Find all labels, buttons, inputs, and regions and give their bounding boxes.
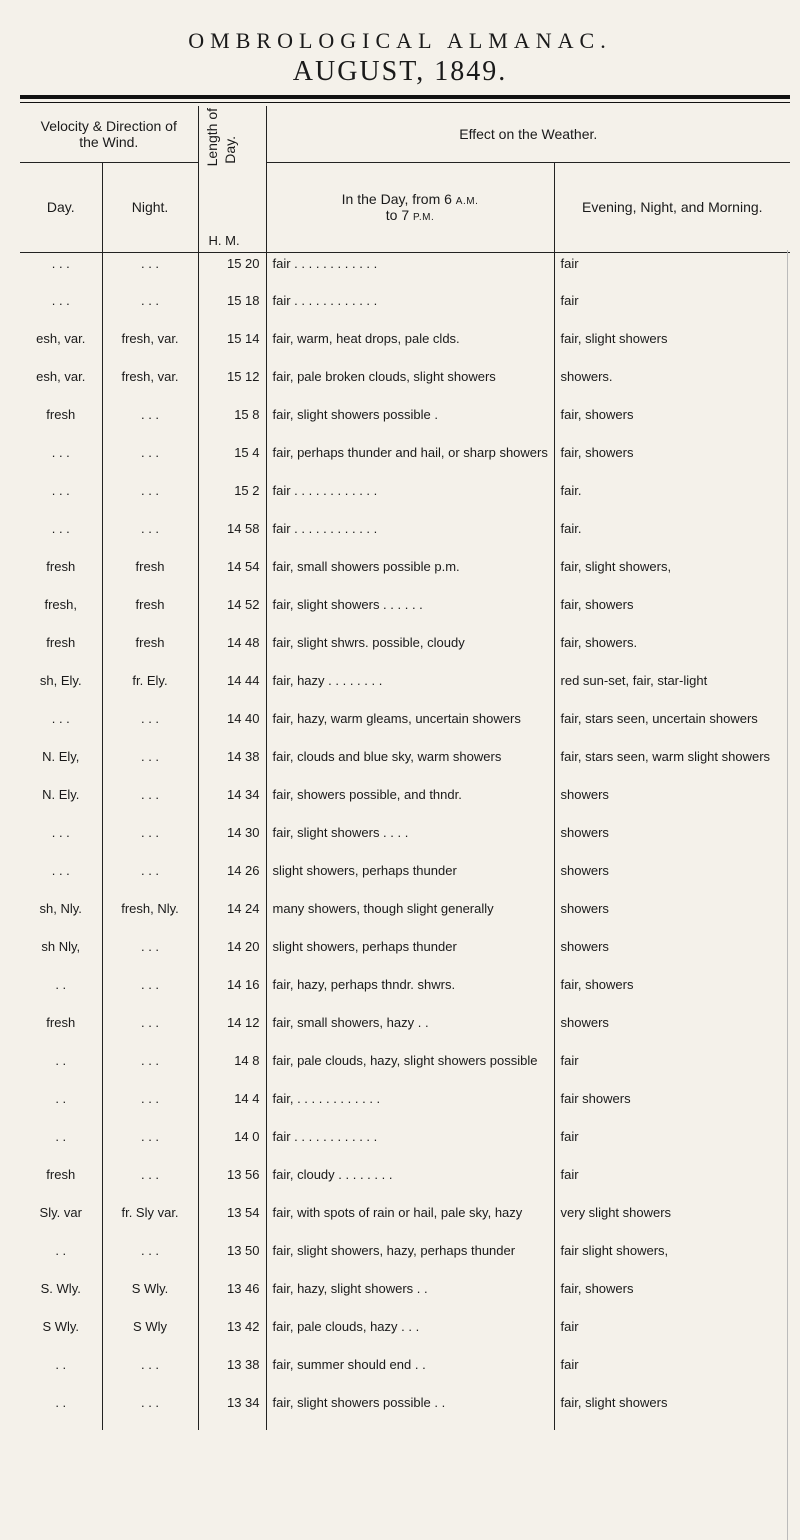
evening-weather-cell: fair bbox=[554, 1050, 790, 1088]
evening-weather-cell: fair, showers bbox=[554, 404, 790, 442]
page-title: OMBROLOGICAL ALMANAC. bbox=[188, 28, 612, 53]
wind-day-cell: . . bbox=[55, 1129, 67, 1144]
day-weather-cell: fair, showers possible, and thndr. bbox=[266, 784, 554, 822]
length-of-day-cell: 13 46 bbox=[198, 1278, 266, 1316]
day-weather-cell: fair, slight showers, hazy, perhaps thunder bbox=[266, 1240, 554, 1278]
length-of-day-cell: 15 4 bbox=[198, 442, 266, 480]
wind-day-cell: N. Ely. bbox=[42, 787, 80, 802]
evening-weather-cell: fair bbox=[554, 1354, 790, 1392]
table-row bbox=[20, 442, 790, 480]
day-weather-cell: fair, slight showers . . . . . . bbox=[266, 594, 554, 632]
to-7-label: to 7 bbox=[385, 207, 410, 223]
wind-day-cell: sh Nly, bbox=[41, 939, 81, 954]
evening-weather-cell: fair, showers bbox=[554, 442, 790, 480]
day-weather-cell: fair, slight showers possible . bbox=[266, 404, 554, 442]
length-of-day-cell: 14 54 bbox=[198, 556, 266, 594]
wind-night-cell: . . . bbox=[102, 252, 198, 290]
evening-weather-cell: fair bbox=[554, 1164, 790, 1202]
wind-day-cell: fresh bbox=[46, 1015, 76, 1030]
wind-night-cell: . . . bbox=[102, 860, 198, 898]
wind-day-cell: . . . bbox=[51, 863, 70, 878]
wind-night-cell: . . . bbox=[102, 404, 198, 442]
table-row bbox=[20, 518, 790, 556]
table-row bbox=[20, 936, 790, 974]
day-weather-cell: fair, slight showers possible . . bbox=[266, 1392, 554, 1430]
table-row bbox=[20, 822, 790, 860]
length-of-day-cell: 13 38 bbox=[198, 1354, 266, 1392]
table-row bbox=[20, 404, 790, 442]
am-label: A.M. bbox=[455, 196, 479, 207]
evening-weather-cell: showers bbox=[554, 898, 790, 936]
day-weather-cell: fair, cloudy . . . . . . . . bbox=[266, 1164, 554, 1202]
evening-header: Evening, Night, and Morning. bbox=[554, 162, 790, 252]
length-label: Length of bbox=[203, 108, 220, 167]
length-of-day-cell: 14 40 bbox=[198, 708, 266, 746]
length-of-day-cell: 14 26 bbox=[198, 860, 266, 898]
table-row bbox=[20, 480, 790, 518]
table-row bbox=[20, 1354, 790, 1392]
table-row bbox=[20, 632, 790, 670]
day-weather-cell: fair . . . . . . . . . . . . bbox=[266, 1126, 554, 1164]
wind-night-cell: . . . bbox=[102, 1392, 198, 1430]
day-label: Day. bbox=[221, 136, 238, 164]
evening-weather-cell: fair, slight showers bbox=[554, 328, 790, 366]
table-row bbox=[20, 1278, 790, 1316]
evening-weather-cell: fair bbox=[554, 252, 790, 290]
length-of-day-cell: 14 52 bbox=[198, 594, 266, 632]
day-weather-cell: fair, small showers possible p.m. bbox=[266, 556, 554, 594]
wind-night-cell: . . . bbox=[102, 1126, 198, 1164]
day-weather-cell: fair, perhaps thunder and hail, or sharp showers bbox=[266, 442, 554, 480]
evening-weather-cell: fair slight showers, bbox=[554, 1240, 790, 1278]
day-weather-cell: many showers, though slight generally bbox=[266, 898, 554, 936]
wind-night-cell: fresh, var. bbox=[102, 328, 198, 366]
effect-group-header: Effect on the Weather. bbox=[266, 106, 790, 162]
table-body bbox=[20, 252, 790, 1430]
evening-weather-cell: fair bbox=[554, 1126, 790, 1164]
wind-night-cell: . . . bbox=[102, 1164, 198, 1202]
length-of-day-cell: 14 44 bbox=[198, 670, 266, 708]
day-weather-cell: fair, . . . . . . . . . . . . bbox=[266, 1088, 554, 1126]
page-subtitle: AUGUST, 1849. bbox=[292, 56, 508, 87]
heavy-rule bbox=[20, 95, 790, 99]
length-of-day-cell: 14 58 bbox=[198, 518, 266, 556]
evening-weather-cell: showers bbox=[554, 1012, 790, 1050]
day-weather-cell: fair, clouds and blue sky, warm showers bbox=[266, 746, 554, 784]
day-weather-cell: fair, summer should end . . bbox=[266, 1354, 554, 1392]
day-weather-cell: fair, warm, heat drops, pale clds. bbox=[266, 328, 554, 366]
wind-night-cell: fr. Sly var. bbox=[102, 1202, 198, 1240]
wind-night-cell: fresh, var. bbox=[102, 366, 198, 404]
evening-weather-cell: fair, stars seen, uncertain showers bbox=[554, 708, 790, 746]
table-row bbox=[20, 784, 790, 822]
evening-weather-cell: fair bbox=[554, 1316, 790, 1354]
day-weather-cell: fair, hazy, perhaps thndr. shwrs. bbox=[266, 974, 554, 1012]
length-of-day-cell: 14 4 bbox=[198, 1088, 266, 1126]
evening-weather-cell: fair, showers bbox=[554, 594, 790, 632]
wind-day-cell: fresh, bbox=[44, 597, 77, 612]
table-row bbox=[20, 1164, 790, 1202]
wind-night-cell: . . . bbox=[102, 1050, 198, 1088]
length-of-day-cell: 13 56 bbox=[198, 1164, 266, 1202]
table-row bbox=[20, 1202, 790, 1240]
wind-night-cell: . . . bbox=[102, 822, 198, 860]
length-of-day-cell: 13 54 bbox=[198, 1202, 266, 1240]
wind-night-cell: . . . bbox=[102, 708, 198, 746]
length-of-day-cell: 14 34 bbox=[198, 784, 266, 822]
wind-day-cell: fresh bbox=[46, 407, 76, 422]
wind-night-cell: . . . bbox=[102, 974, 198, 1012]
length-of-day-cell: 14 48 bbox=[198, 632, 266, 670]
day-weather-cell: fair, hazy, warm gleams, uncertain showers bbox=[266, 708, 554, 746]
page-edge bbox=[787, 250, 800, 1540]
wind-night-cell: S Wly. bbox=[102, 1278, 198, 1316]
wind-night-cell: fresh bbox=[102, 556, 198, 594]
wind-day-cell: . . bbox=[55, 1243, 67, 1258]
wind-group-header: Velocity & Direction of the Wind. bbox=[20, 106, 198, 162]
length-of-day-cell: 14 12 bbox=[198, 1012, 266, 1050]
length-of-day-cell: 14 0 bbox=[198, 1126, 266, 1164]
table-row bbox=[20, 556, 790, 594]
wind-day-cell: . . bbox=[55, 1053, 67, 1068]
wind-night-cell: . . . bbox=[102, 480, 198, 518]
length-of-day-cell: 15 20 bbox=[198, 252, 266, 290]
length-of-day-cell: 14 8 bbox=[198, 1050, 266, 1088]
day-weather-cell: fair, slight showers . . . . bbox=[266, 822, 554, 860]
wind-day-cell: sh, Nly. bbox=[39, 901, 82, 916]
table-row bbox=[20, 974, 790, 1012]
evening-weather-cell: fair. bbox=[554, 518, 790, 556]
day-weather-cell: fair, pale clouds, hazy, slight showers possible bbox=[266, 1050, 554, 1088]
length-of-day-cell: 15 2 bbox=[198, 480, 266, 518]
wind-night-cell: fr. Ely. bbox=[102, 670, 198, 708]
day-header: Day. bbox=[20, 162, 102, 252]
wind-day-cell: S Wly. bbox=[42, 1319, 80, 1334]
wind-day-cell: N. Ely, bbox=[42, 749, 80, 764]
wind-day-cell: esh, var. bbox=[36, 331, 86, 346]
day-weather-cell: fair, slight shwrs. possible, cloudy bbox=[266, 632, 554, 670]
wind-day-cell: . . . bbox=[51, 483, 70, 498]
evening-weather-cell: fair bbox=[554, 290, 790, 328]
wind-night-cell: fresh bbox=[102, 594, 198, 632]
wind-day-cell: fresh bbox=[46, 635, 76, 650]
wind-day-cell: . . . bbox=[51, 711, 70, 726]
wind-night-cell: S Wly bbox=[102, 1316, 198, 1354]
table-row bbox=[20, 366, 790, 404]
table-row bbox=[20, 670, 790, 708]
evening-weather-cell: very slight showers bbox=[554, 1202, 790, 1240]
evening-weather-cell: fair, slight showers bbox=[554, 1392, 790, 1430]
wind-day-cell: . . bbox=[55, 1357, 67, 1372]
length-of-day-cell: 13 50 bbox=[198, 1240, 266, 1278]
length-of-day-cell: 14 20 bbox=[198, 936, 266, 974]
wind-night-cell: . . . bbox=[102, 746, 198, 784]
evening-weather-cell: showers bbox=[554, 784, 790, 822]
evening-weather-cell: showers bbox=[554, 822, 790, 860]
wind-night-cell: . . . bbox=[102, 1354, 198, 1392]
length-of-day-cell: 15 12 bbox=[198, 366, 266, 404]
length-of-day-cell: 15 14 bbox=[198, 328, 266, 366]
table-row bbox=[20, 746, 790, 784]
table-row bbox=[20, 1316, 790, 1354]
day-weather-cell: fair, hazy . . . . . . . . bbox=[266, 670, 554, 708]
wind-day-cell: . . . bbox=[51, 445, 70, 460]
wind-day-cell: S. Wly. bbox=[40, 1281, 81, 1296]
wind-night-cell: . . . bbox=[102, 290, 198, 328]
wind-night-cell: . . . bbox=[102, 784, 198, 822]
length-of-day-cell: 15 18 bbox=[198, 290, 266, 328]
wind-night-cell: . . . bbox=[102, 518, 198, 556]
wind-night-cell: . . . bbox=[102, 1088, 198, 1126]
evening-weather-cell: showers. bbox=[554, 366, 790, 404]
title-block bbox=[0, 0, 800, 88]
evening-weather-cell: fair, showers bbox=[554, 1278, 790, 1316]
length-of-day-cell: 14 30 bbox=[198, 822, 266, 860]
length-of-day-cell: 14 16 bbox=[198, 974, 266, 1012]
table-row bbox=[20, 1126, 790, 1164]
evening-weather-cell: fair, stars seen, warm slight showers bbox=[554, 746, 790, 784]
wind-night-cell: . . . bbox=[102, 936, 198, 974]
day-weather-cell: fair, pale broken clouds, slight showers bbox=[266, 366, 554, 404]
evening-weather-cell: showers bbox=[554, 860, 790, 898]
wind-day-cell: sh, Ely. bbox=[39, 673, 82, 688]
wind-day-cell: . . bbox=[55, 1091, 67, 1106]
table-row bbox=[20, 252, 790, 290]
hm-label: H. M. bbox=[208, 232, 240, 248]
day-weather-cell: fair, hazy, slight showers . . bbox=[266, 1278, 554, 1316]
table-row bbox=[20, 290, 790, 328]
wind-night-cell: fresh, Nly. bbox=[102, 898, 198, 936]
wind-day-cell: . . . bbox=[51, 255, 70, 271]
wind-day-cell: Sly. var bbox=[39, 1205, 82, 1220]
table-row bbox=[20, 1012, 790, 1050]
table-row bbox=[20, 708, 790, 746]
length-of-day-cell: 13 34 bbox=[198, 1392, 266, 1430]
wind-day-cell: . . bbox=[55, 977, 67, 992]
wind-day-cell: . . . bbox=[51, 521, 70, 536]
length-of-day-cell: 15 8 bbox=[198, 404, 266, 442]
day-weather-cell: slight showers, perhaps thunder bbox=[266, 860, 554, 898]
wind-night-cell: fresh bbox=[102, 632, 198, 670]
day-weather-cell: fair . . . . . . . . . . . . bbox=[266, 252, 554, 290]
night-header: Night. bbox=[102, 162, 198, 252]
day-weather-cell: fair, with spots of rain or hail, pale sky, hazy bbox=[266, 1202, 554, 1240]
wind-night-cell: . . . bbox=[102, 1240, 198, 1278]
day-weather-cell: fair . . . . . . . . . . . . bbox=[266, 518, 554, 556]
evening-weather-cell: fair, showers bbox=[554, 974, 790, 1012]
day-weather-cell: slight showers, perhaps thunder bbox=[266, 936, 554, 974]
in-day-prefix: In the Day, from 6 bbox=[341, 191, 452, 207]
wind-day-cell: . . . bbox=[51, 293, 70, 308]
evening-weather-cell: red sun-set, fair, star-light bbox=[554, 670, 790, 708]
table-row bbox=[20, 328, 790, 366]
evening-weather-cell: fair, showers. bbox=[554, 632, 790, 670]
evening-weather-cell: showers bbox=[554, 936, 790, 974]
day-weather-cell: fair, pale clouds, hazy . . . bbox=[266, 1316, 554, 1354]
table-row bbox=[20, 898, 790, 936]
wind-day-cell: . . . bbox=[51, 825, 70, 840]
table-row bbox=[20, 1088, 790, 1126]
evening-weather-cell: fair showers bbox=[554, 1088, 790, 1126]
wind-day-cell: esh, var. bbox=[36, 369, 86, 384]
table-row bbox=[20, 1240, 790, 1278]
evening-weather-cell: fair. bbox=[554, 480, 790, 518]
wind-day-cell: fresh bbox=[46, 559, 76, 574]
wind-day-cell: fresh bbox=[46, 1167, 76, 1182]
day-weather-cell: fair . . . . . . . . . . . . bbox=[266, 290, 554, 328]
evening-weather-cell: fair, slight showers, bbox=[554, 556, 790, 594]
table-row bbox=[20, 1050, 790, 1088]
table-row bbox=[20, 594, 790, 632]
table-row bbox=[20, 860, 790, 898]
almanac-table bbox=[20, 106, 790, 1430]
in-day-header bbox=[266, 162, 554, 252]
table-row bbox=[20, 1392, 790, 1430]
wind-night-cell: . . . bbox=[102, 442, 198, 480]
day-weather-cell: fair . . . . . . . . . . . . bbox=[266, 480, 554, 518]
length-of-day-cell: 13 42 bbox=[198, 1316, 266, 1354]
length-of-day-cell: 14 38 bbox=[198, 746, 266, 784]
pm-label: P.M. bbox=[413, 212, 435, 223]
wind-night-cell: . . . bbox=[102, 1012, 198, 1050]
day-weather-cell: fair, small showers, hazy . . bbox=[266, 1012, 554, 1050]
length-of-day-cell: 14 24 bbox=[198, 898, 266, 936]
wind-day-cell: . . bbox=[55, 1395, 67, 1410]
thin-rule bbox=[20, 102, 790, 103]
length-of-day-header bbox=[198, 106, 266, 252]
